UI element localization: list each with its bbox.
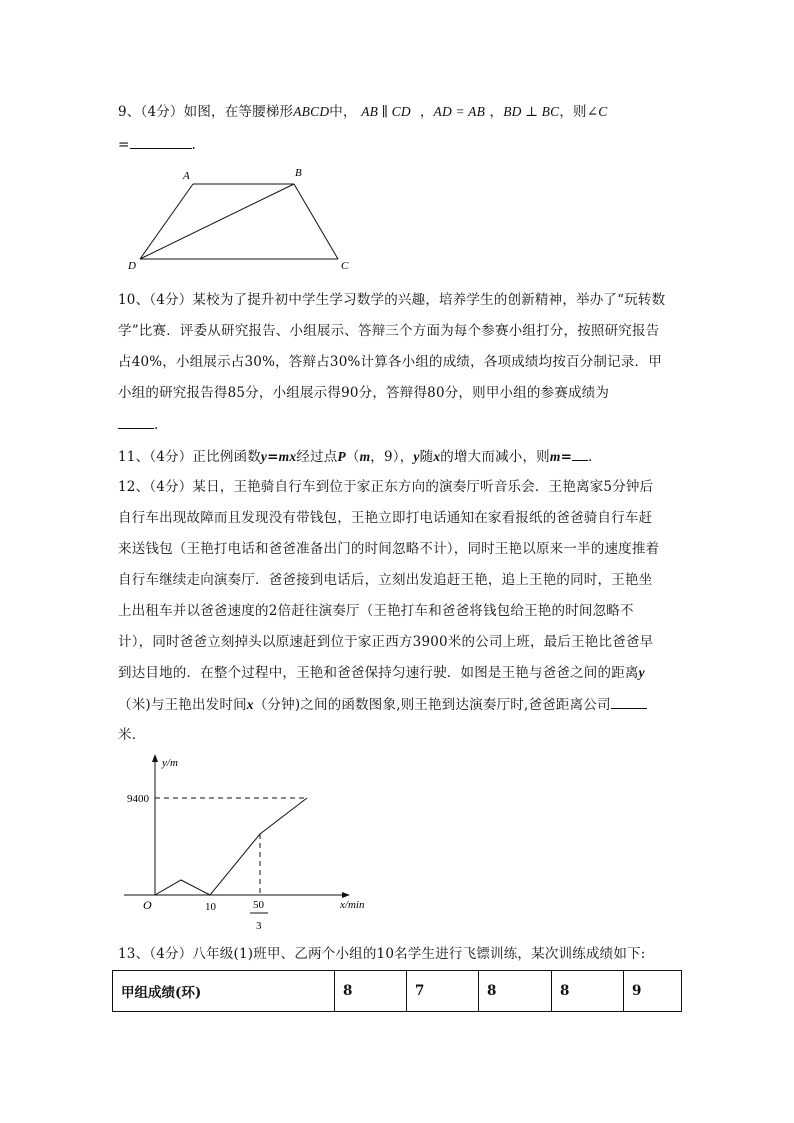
label-c: C <box>341 260 349 272</box>
q12-line5: 上出租车并以爸爸速度的2倍赶往演奏厅（王艳打车和爸爸将钱包给王艳的时间忽略不 <box>118 603 634 619</box>
q11-line1: 11、（4分）正比例函数y=mx经过点P（m，9），y随x的增大而减小，则m= ． <box>118 446 602 467</box>
q9-line2: = . <box>118 134 196 155</box>
y-tick-9400: 9400 <box>127 793 149 805</box>
q10-line3: 占40%，小组展示占30%，答辩占30%计算各小组的成绩，各项成绩均按百分制记录．甲 <box>118 354 662 370</box>
q10-line1: 10、（4分）某校为了提升初中学生学习数学的兴趣，培养学生的创新精神，举办了“玩转数 <box>118 292 666 308</box>
score-table <box>112 970 682 1012</box>
answer-blank <box>118 414 154 429</box>
answer-blank <box>572 446 588 461</box>
q10-line5: . <box>118 414 159 435</box>
q12-line4: 自行车继续走向演奏厅．爸爸接到电话后，立刻出发追赶王艳，追上王艳的同时，王艳坐 <box>118 572 653 588</box>
distance-graph-line <box>155 798 307 895</box>
x-tick-50-over-3-numerator: 50 <box>253 899 264 911</box>
origin-label: O <box>143 898 152 912</box>
x-axis-arrow <box>342 892 350 898</box>
table-cell: 8 <box>335 971 407 1012</box>
table-cell: 8 <box>479 971 552 1012</box>
q12-line6: 计），同时爸爸立刻掉头以原速赶到位于家正西方3900米的公司上班，最后王艳比爸爸早 <box>118 634 654 650</box>
q12-line7: 到达目地的．在整个过程中，王艳和爸爸保持匀速行驶．如图是王艳与爸爸之间的距离y <box>118 665 645 681</box>
q9-line1: 9、（4分）如图，在等腰梯形ABCD中， AB ∥ CD ，AD = AB ，BD ⊥ BC，则∠C <box>118 104 608 120</box>
label-d: D <box>128 260 136 272</box>
table-cell: 7 <box>407 971 479 1012</box>
table-cell: 8 <box>552 971 624 1012</box>
x-tick-50-over-3-denominator: 3 <box>256 920 262 932</box>
x-axis-label: x/min <box>340 899 365 911</box>
x-tick-10: 10 <box>205 901 216 913</box>
q12-line8: （米)与王艳出发时间x（分钟)之间的函数图象,则王艳到达演奏厅时,爸爸距离公司 <box>118 694 647 715</box>
label-a: A <box>183 170 190 182</box>
distance-time-graph <box>110 752 380 937</box>
q12-line3: 来送钱包（王艳打电话和爸爸准备出门的时间忽略不计），同时王艳以原来一半的速度推着 <box>118 541 660 557</box>
trapezoid-side-bc <box>294 184 338 259</box>
q12-line2: 自行车出现故障而且发现没有带钱包，王艳立即打电话通知在家看报纸的爸爸骑自行车赶 <box>118 510 653 526</box>
trapezoid-side-ad <box>140 184 193 259</box>
q13-line1: 13、（4分）八年级(1)班甲、乙两个小组的10名学生进行飞镖训练，某次训练成绩如下: <box>118 946 646 962</box>
label-b: B <box>295 167 302 179</box>
q12-line9: 米． <box>118 727 146 743</box>
table-cell: 9 <box>624 971 682 1012</box>
answer-blank <box>130 134 192 149</box>
table-row <box>113 971 682 1012</box>
y-axis-label: y/m <box>162 757 178 769</box>
q12-line1: 12、（4分）某日，王艳骑自行车到位于家正东方向的演奏厅听音乐会．王艳离家5分钟后 <box>118 479 654 495</box>
y-axis-arrow <box>152 754 158 762</box>
trapezoid-figure <box>120 160 360 280</box>
q10-line4: 小组的研究报告得85分，小组展示得90分，答辩得80分，则甲小组的参赛成绩为 <box>118 385 610 401</box>
trapezoid-diagonal-bd <box>140 184 294 259</box>
q10-line2: 学”比赛．评委从研究报告、小组展示、答辩三个方面为每个参赛小组打分，按照研究报告 <box>118 323 660 339</box>
answer-blank <box>611 694 647 709</box>
table-row-header: 甲组成绩(环) <box>113 971 335 1012</box>
